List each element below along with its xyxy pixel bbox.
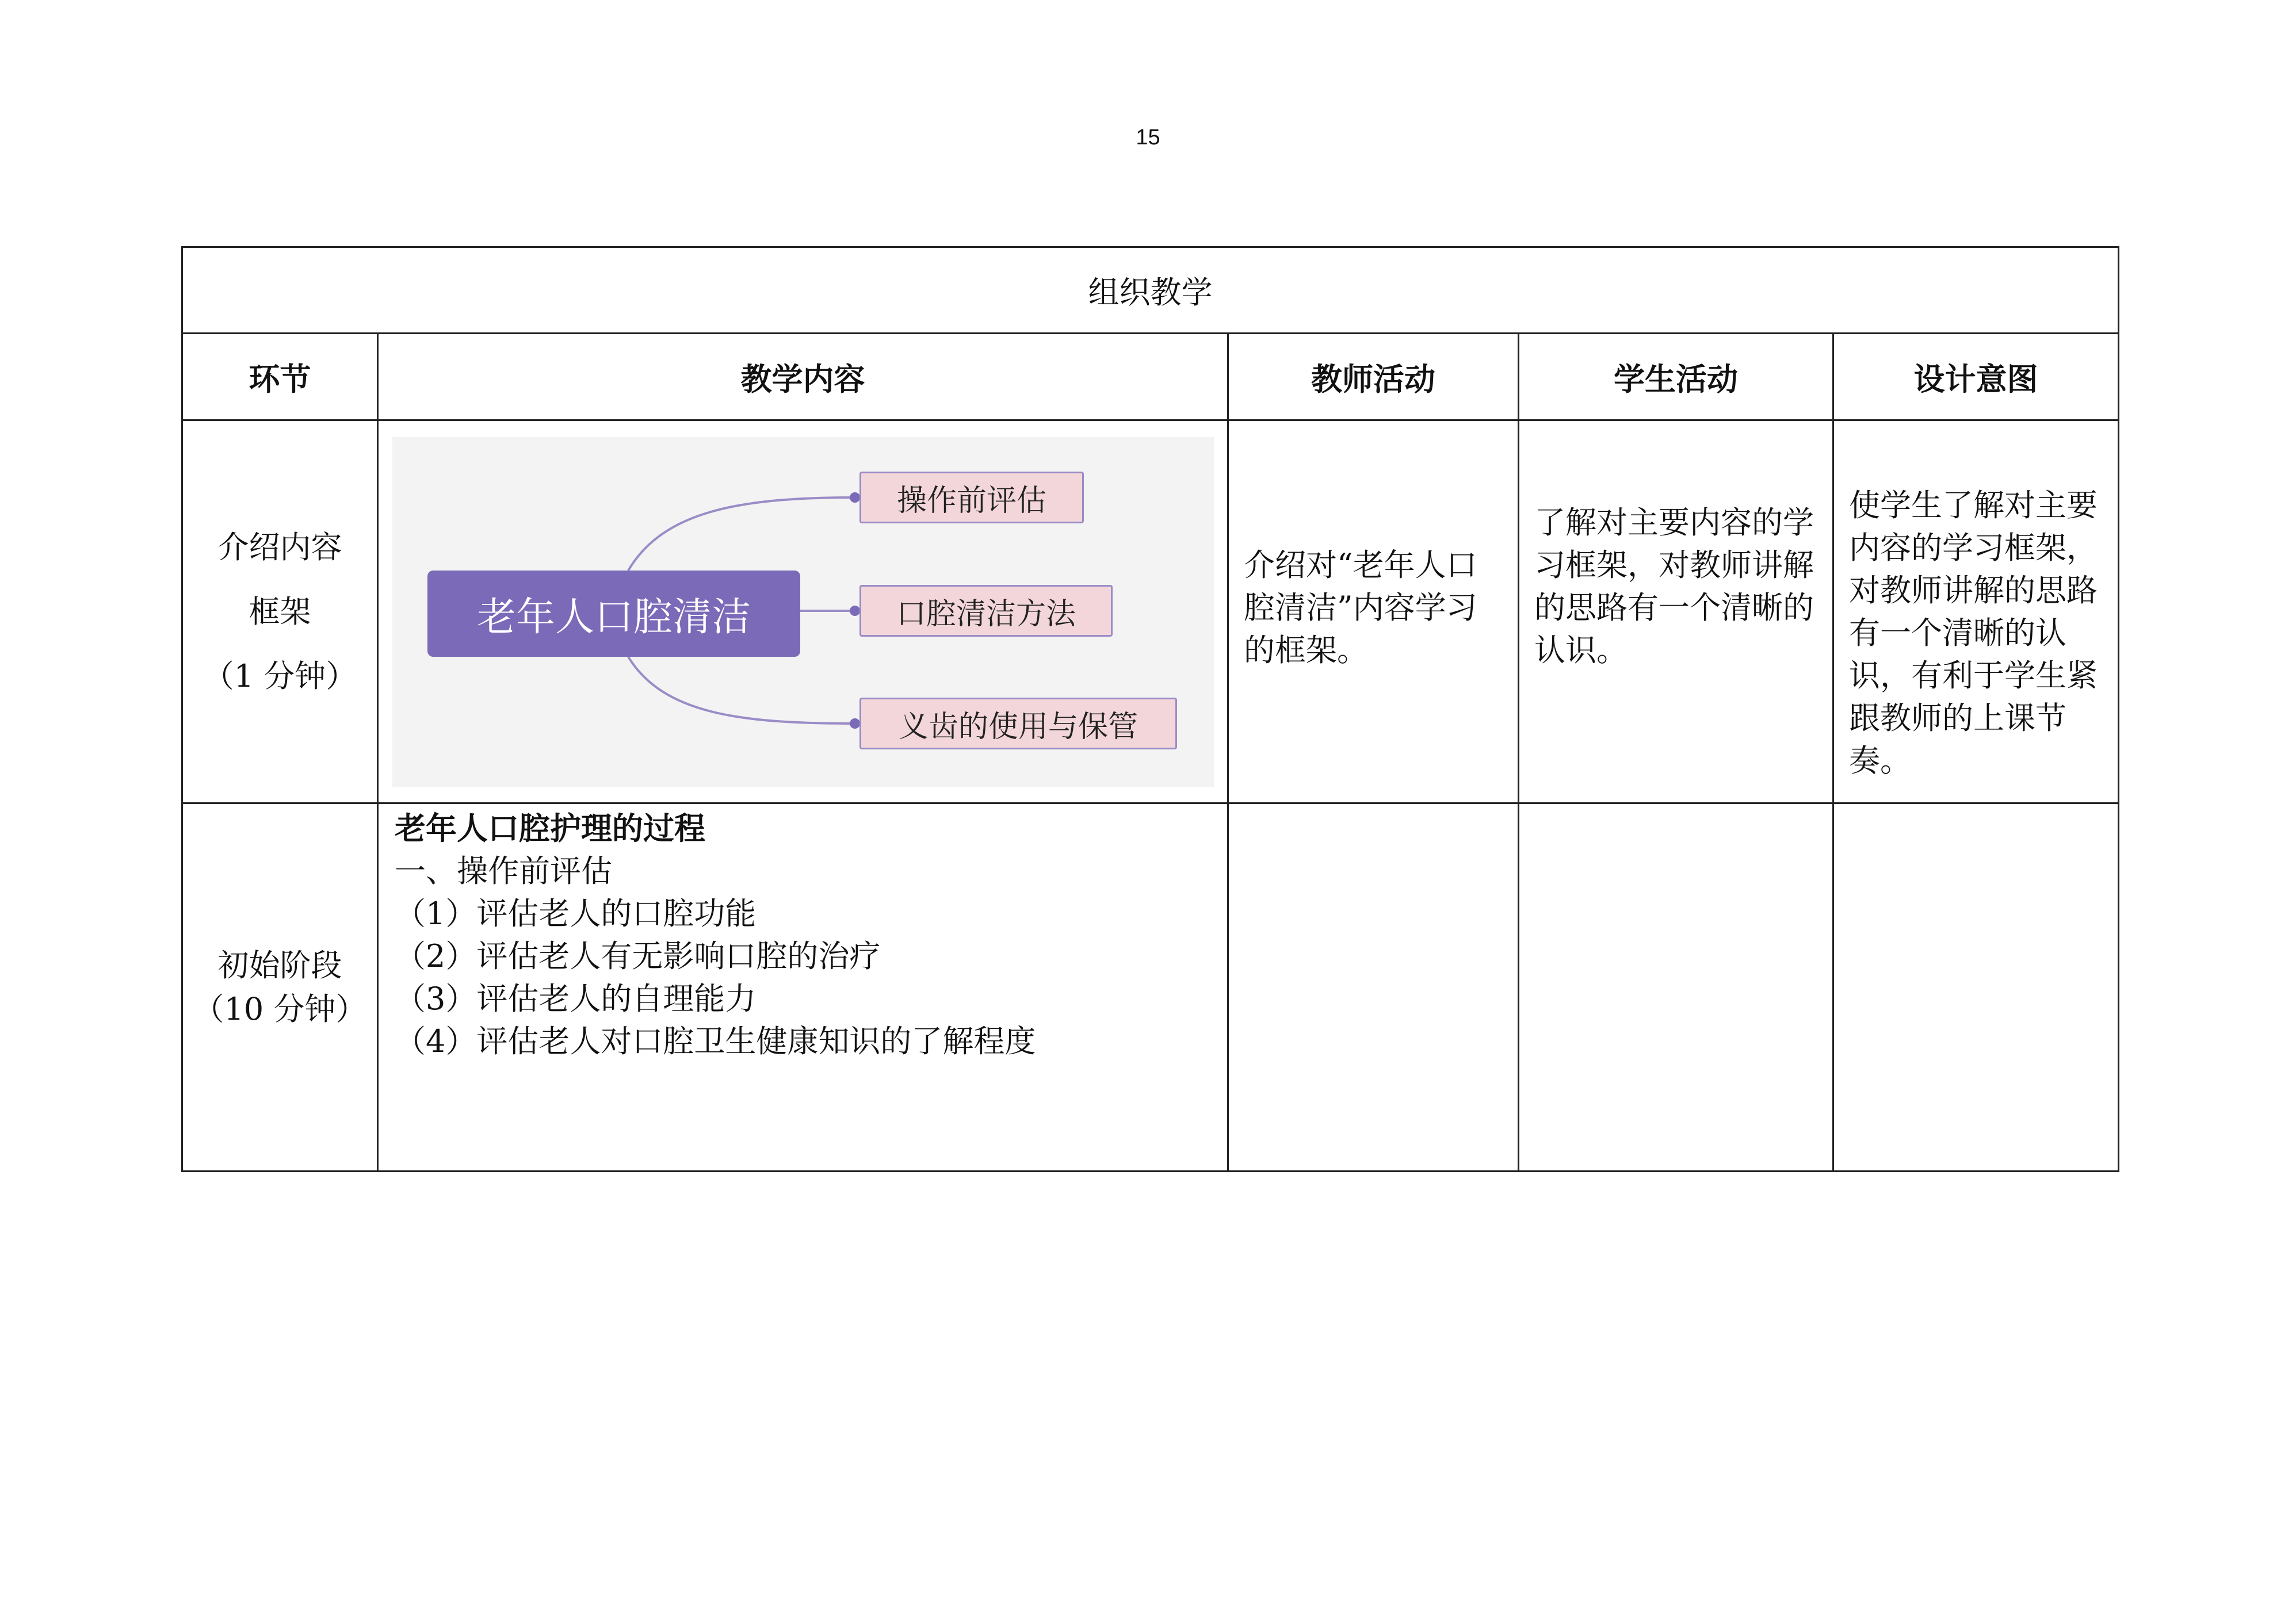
list-item: （2）评估老人有无影响口腔的治疗 xyxy=(395,938,881,974)
table-row xyxy=(182,420,2119,803)
header-student-activity: 学生活动 xyxy=(1519,334,1833,420)
header-content: 教学内容 xyxy=(378,334,1228,420)
page-number: 15 xyxy=(1136,125,1160,150)
stage-cell xyxy=(182,420,378,803)
stage-line: （10 分钟） xyxy=(193,990,367,1027)
content-heading: 老年人口腔护理的过程 xyxy=(395,810,705,847)
teacher-activity-cell xyxy=(1228,420,1519,803)
header-teacher-activity: 教师活动 xyxy=(1228,334,1519,420)
student-activity-text: 了解对主要内容的学习框架，对教师讲解的思路有一个清晰的认识。 xyxy=(1534,504,1814,668)
table-header-row xyxy=(182,334,2119,420)
connector-line xyxy=(628,657,854,724)
teacher-activity-cell xyxy=(1228,803,1519,1172)
design-intent-text: 使学生了解对主要内容的学习框架，对教师讲解的思路有一个清晰的认识，有利于学生紧跟教师的上课节奏。 xyxy=(1849,487,2098,779)
list-item: （4）评估老人对口腔卫生健康知识的了解程度 xyxy=(395,1023,1036,1059)
stage-cell xyxy=(182,803,378,1172)
teacher-activity-text: 介绍对“老年人口腔清洁”内容学习的框架。 xyxy=(1244,547,1477,668)
content-cell xyxy=(378,803,1228,1172)
student-activity-cell xyxy=(1519,803,1833,1172)
table-title: 组织教学 xyxy=(182,247,2119,334)
design-intent-cell xyxy=(1833,803,2119,1172)
mind-map-branch: 口腔清洁方法 xyxy=(859,585,1113,637)
connector-dot xyxy=(850,606,860,616)
content-cell xyxy=(378,420,1228,803)
mind-map xyxy=(392,437,1214,787)
design-intent-cell xyxy=(1833,420,2119,803)
stage-line: 初始阶段 xyxy=(217,947,342,983)
mind-map-branch: 操作前评估 xyxy=(859,472,1084,523)
lesson-plan-table xyxy=(181,246,2119,1172)
stage-line: （1 分钟） xyxy=(203,657,357,694)
stage-line: 介绍内容 xyxy=(217,529,342,565)
header-design-intent: 设计意图 xyxy=(1833,334,2119,420)
content-subheading: 一、操作前评估 xyxy=(395,853,612,889)
connector-dot xyxy=(850,492,860,503)
connector-dot xyxy=(850,718,860,729)
student-activity-cell xyxy=(1519,420,1833,803)
table-row xyxy=(182,803,2119,1172)
list-item: （1）评估老人的口腔功能 xyxy=(395,895,757,932)
connector-line xyxy=(628,497,854,571)
list-item: （3）评估老人的自理能力 xyxy=(395,981,757,1017)
header-stage: 环节 xyxy=(182,334,378,420)
mind-map-central-node: 老年人口腔清洁 xyxy=(427,571,800,657)
stage-line: 框架 xyxy=(249,593,311,630)
table-title-row xyxy=(182,247,2119,334)
mind-map-branch: 义齿的使用与保管 xyxy=(859,698,1177,749)
